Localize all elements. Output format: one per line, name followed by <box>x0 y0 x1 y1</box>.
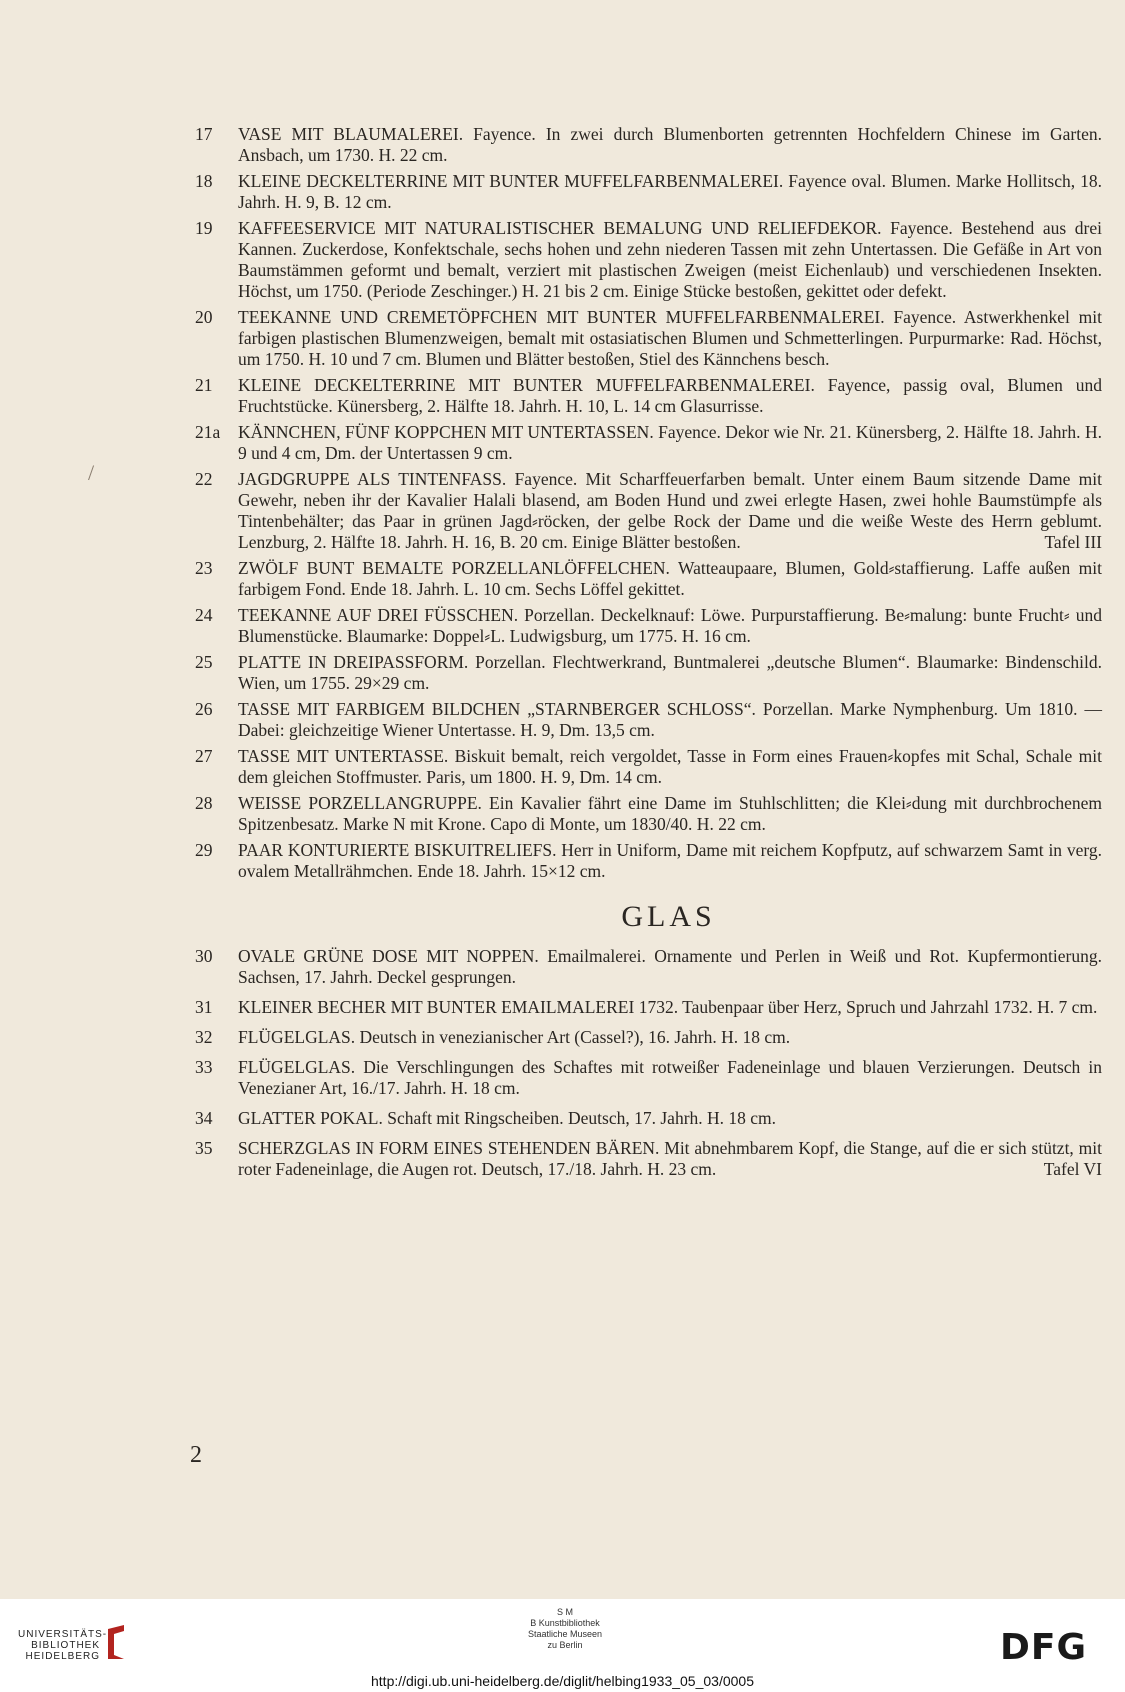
entry-text: GLATTER POKAL. Schaft mit Ringscheiben. Deutsch, 17. Jahrh. H. 18 cm. <box>238 1108 777 1128</box>
entry-number: 19 <box>195 218 213 238</box>
permalink-url[interactable]: http://digi.ub.uni-heidelberg.de/diglit/helbing1933_05_03/0005 <box>371 1673 754 1689</box>
catalog-entry <box>195 946 1102 988</box>
entry-number: 30 <box>195 946 213 966</box>
entry-description <box>238 422 1102 464</box>
kunstbibliothek-logo: S M B Kunstbibliothek Staatliche Museen zu Berlin <box>528 1607 603 1650</box>
entry-number: 26 <box>195 699 213 719</box>
footer-bar <box>0 1599 1125 1692</box>
pencil-mark: / <box>88 460 95 485</box>
entry-description <box>238 171 1102 213</box>
catalog-entry <box>195 375 1102 417</box>
entry-description <box>238 375 1102 417</box>
entry-number: 17 <box>195 124 213 144</box>
entry-text: VASE MIT BLAUMALEREI. Fayence. In zwei durch Blumenborten getrennten Hochfeldern Chinese im Garten. Ansbach, um 1730. H. 22 cm. <box>238 124 1102 165</box>
catalog-entry <box>195 793 1102 835</box>
catalog-entry <box>195 746 1102 788</box>
entry-description <box>238 652 1102 694</box>
entry-number: 21a <box>195 422 221 442</box>
entry-description <box>238 699 1102 741</box>
entry-description <box>238 605 1102 647</box>
catalog-entry <box>195 1057 1102 1099</box>
catalog-entry <box>195 1108 1102 1129</box>
entry-number: 34 <box>195 1108 213 1128</box>
entry-description <box>238 218 1102 302</box>
entry-number: 23 <box>195 558 213 578</box>
glas-entries <box>195 946 1102 1180</box>
entry-description <box>238 746 1102 788</box>
entry-description <box>238 840 1102 882</box>
entry-description <box>238 1057 1102 1099</box>
entry-text: TEEKANNE UND CREMETÖPFCHEN MIT BUNTER MUFFELFARBENMALEREI. Fayence. Astwerkhenkel mit farbigen plastischen Blumenzweigen, bemalt mit ostasiatischen Blumen und Schmetterlingen. Purpurmarke: Rad. Höchst, um 1750. H. 10 und 7 cm. Blumen und Blätter bestoßen, Stiel des Kännchens besch. <box>238 307 1102 369</box>
library-logo-text: UNIVERSITÄTS- BIBLIOTHEK HEIDELBERG <box>18 1629 108 1662</box>
section-title-glas: GLAS <box>621 900 716 933</box>
entry-description <box>238 1108 1102 1129</box>
catalog-entry <box>195 1138 1102 1180</box>
catalog-entry <box>195 605 1102 647</box>
entry-text: FLÜGELGLAS. Deutsch in venezianischer Art (Cassel?), 16. Jahrh. H. 18 cm. <box>238 1027 791 1047</box>
entry-text: TASSE MIT FARBIGEM BILDCHEN „STARNBERGER SCHLOSS“. Porzellan. Marke Nymphenburg. Um 1810. — Dabei: gleichzeitige Wiener Untertasse. H. 9, Dm. 13,5 cm. <box>238 699 1102 740</box>
page-number: 2 <box>190 1442 202 1468</box>
entry-description <box>238 997 1102 1018</box>
entry-number: 18 <box>195 171 213 191</box>
catalog-entry <box>195 1027 1102 1048</box>
entry-text: PAAR KONTURIERTE BISKUITRELIEFS. Herr in Uniform, Dame mit reichem Kopfputz, auf schwarzem Samt in verg. ovalem Metallrähmchen. Ende 18. Jahrh. 15×12 cm. <box>238 840 1102 881</box>
catalog-entry <box>195 469 1102 553</box>
entry-number: 33 <box>195 1057 213 1077</box>
catalog-entry <box>195 840 1102 882</box>
catalog-entry <box>195 699 1102 741</box>
entry-number: 35 <box>195 1138 213 1158</box>
entry-description <box>238 307 1102 370</box>
entry-description <box>238 558 1102 600</box>
catalog-entry <box>195 307 1102 370</box>
entry-number: 29 <box>195 840 213 860</box>
entry-text: JAGDGRUPPE ALS TINTENFASS. Fayence. Mit Scharffeuerfarben bemalt. Unter einem Baum sitzende Dame mit Gewehr, neben ihr der Kavalier Halali blasend, am Boden Hund und zwei erlegte Hasen, zwei hohle Baumstümpfe als Tintenbehälter; das Paar in grünen Jagd⸗röcken, der gelbe Rock der Dame und die weiße Weste des Herrn geblumt. Lenzburg, 2. Hälfte 18. Jahrh. H. 16, B. 20 cm. Einige Blätter bestoßen. <box>238 469 1102 552</box>
entry-text: SCHERZGLAS IN FORM EINES STEHENDEN BÄREN. Mit abnehmbarem Kopf, die Stange, auf die er sich stützt, mit roter Fadeneinlage, die Augen rot. Deutsch, 17./18. Jahrh. H. 23 cm. <box>238 1138 1102 1179</box>
entry-description <box>238 946 1102 988</box>
entry-text: OVALE GRÜNE DOSE MIT NOPPEN. Emailmalerei. Ornamente und Perlen in Weiß und Rot. Kupfermontierung. Sachsen, 17. Jahrh. Deckel gesprungen. <box>238 946 1102 987</box>
ceramics-entries <box>195 124 1102 882</box>
entry-text: TASSE MIT UNTERTASSE. Biskuit bemalt, reich vergoldet, Tasse in Form eines Frauen⸗kopfes mit Schal, Schale mit dem gleichen Stoffmuster. Paris, um 1800. H. 9, Dm. 14 cm. <box>238 746 1102 787</box>
entry-text: TEEKANNE AUF DREI FÜSSCHEN. Porzellan. Deckelknauf: Löwe. Purpurstaffierung. Be⸗malung: bunte Frucht⸗ und Blumenstücke. Blaumarke: Doppel⸗L. Ludwigsburg, um 1775. H. 16 cm. <box>238 605 1102 646</box>
entry-text: KÄNNCHEN, FÜNF KOPPCHEN MIT UNTERTASSEN. Fayence. Dekor wie Nr. 21. Künersberg, 2. Hälfte 18. Jahrh. H. 9 und 4 cm, Dm. der Untertassen 9 cm. <box>238 422 1102 463</box>
catalog-entry <box>195 124 1102 166</box>
entry-text: KLEINER BECHER MIT BUNTER EMAILMALEREI 1732. Taubenpaar über Herz, Spruch und Jahrzahl 1732. H. 7 cm. <box>238 997 1098 1017</box>
catalog-entry <box>195 558 1102 600</box>
entry-text: KLEINE DECKELTERRINE MIT BUNTER MUFFELFARBENMALEREI. Fayence, passig oval, Blumen und Fruchtstücke. Künersberg, 2. Hälfte 18. Jahrh. H. 10, L. 14 cm Glasurrisse. <box>238 375 1102 416</box>
catalog-entry <box>195 652 1102 694</box>
entry-description <box>238 1027 1102 1048</box>
catalog-entry <box>195 171 1102 213</box>
entry-text: WEISSE PORZELLANGRUPPE. Ein Kavalier fährt eine Dame im Stuhlschlitten; die Klei⸗dung mit durchbrochenem Spitzenbesatz. Marke N mit Krone. Capo di Monte, um 1830/40. H. 22 cm. <box>238 793 1102 834</box>
library-logo-icon <box>104 1625 128 1661</box>
entry-number: 22 <box>195 469 213 489</box>
catalog-entry <box>195 422 1102 464</box>
entry-text: PLATTE IN DREIPASSFORM. Porzellan. Flechtwerkrand, Buntmalerei „deutsche Blumen“. Blaumarke: Bindenschild. Wien, um 1755. 29×29 cm. <box>238 652 1102 693</box>
entry-description <box>238 793 1102 835</box>
entry-text: KAFFEESERVICE MIT NATURALISTISCHER BEMALUNG UND RELIEFDEKOR. Fayence. Bestehend aus drei Kannen. Zuckerdose, Konfektschale, sechs hohen und zehn niederen Tassen mit zehn Untertassen. Die Gefäße in Art von Baumstämmen geformt und bemalt, verziert mit plastischen Zweigen (meist Eichenlaub) und verschiedenen Insekten. Höchst, um 1750. (Periode Zeschinger.) H. 21 bis 2 cm. Einige Stücke bestoßen, gekittet oder defekt. <box>238 218 1102 301</box>
catalog-entry <box>195 997 1102 1018</box>
entry-number: 27 <box>195 746 213 766</box>
entry-text: FLÜGELGLAS. Die Verschlingungen des Schaftes mit rotweißer Fadeneinlage und blauen Verzierungen. Deutsch in Venezianer Art, 16./17. Jahrh. H. 18 cm. <box>238 1057 1102 1098</box>
entry-number: 21 <box>195 375 213 395</box>
entry-number: 24 <box>195 605 213 625</box>
entry-number: 25 <box>195 652 213 672</box>
entry-number: 20 <box>195 307 213 327</box>
entry-text: ZWÖLF BUNT BEMALTE PORZELLANLÖFFELCHEN. Watteaupaare, Blumen, Gold⸗staffierung. Laffe außen mit farbigem Fond. Ende 18. Jahrh. L. 10 cm. Sechs Löffel gekittet. <box>238 558 1102 599</box>
entry-description <box>238 1138 1102 1180</box>
entry-text: KLEINE DECKELTERRINE MIT BUNTER MUFFELFARBENMALEREI. Fayence oval. Blumen. Marke Hollitsch, 18. Jahrh. H. 9, B. 12 cm. <box>238 171 1102 212</box>
entry-number: 28 <box>195 793 213 813</box>
entry-number: 31 <box>195 997 213 1017</box>
plate-reference: Tafel VI <box>1043 1159 1102 1179</box>
entry-number: 32 <box>195 1027 213 1047</box>
dfg-logo: DFG <box>1000 1627 1088 1668</box>
plate-reference: Tafel III <box>1044 532 1102 552</box>
entry-description <box>238 124 1102 166</box>
catalog-entry <box>195 218 1102 302</box>
catalog-entries <box>195 124 1102 1189</box>
entry-description <box>238 469 1102 553</box>
